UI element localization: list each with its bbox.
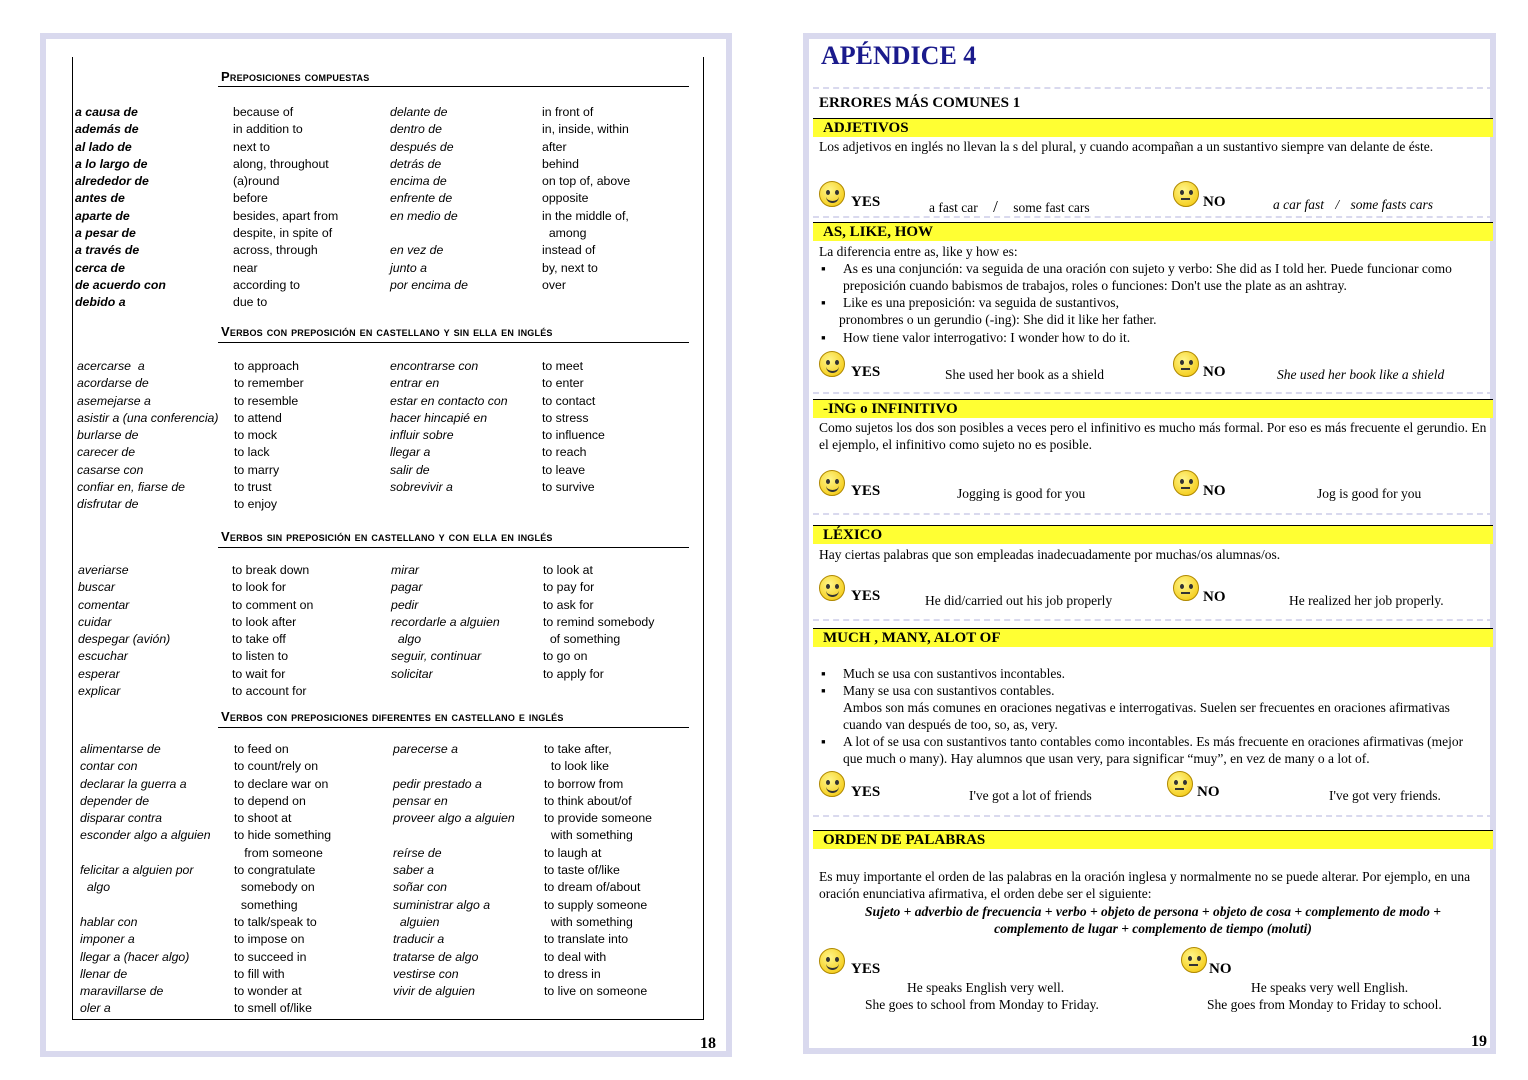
divider: [813, 815, 1493, 817]
table-cell: to remember: [234, 376, 304, 391]
heading-lexico: LÉXICO: [813, 525, 1493, 544]
table-cell: in, inside, within: [542, 122, 629, 137]
divider: [813, 513, 1493, 515]
table-cell: estar en contacto con: [390, 393, 508, 408]
table-cell: esconder algo a alguien: [80, 828, 211, 843]
table-cell: to taste of/like: [544, 863, 620, 878]
table-cell: soñar con: [393, 880, 448, 895]
col-es-1: [80, 741, 211, 1018]
table-cell: [80, 845, 211, 862]
table-cell: with something: [544, 914, 633, 929]
table-cell: to take after,: [544, 742, 612, 756]
no-label: NO: [1209, 961, 1232, 977]
orden-yes-example-2: She goes to school from Monday to Friday.: [865, 997, 1099, 1012]
table-cell: acordarse de: [77, 376, 149, 391]
page-title: APÉNDICE 4: [821, 41, 977, 70]
yes-label: YES: [851, 588, 881, 604]
aslikehow-b2b: pronombres o un gerundio (-ing): She did it like her father.: [839, 312, 1157, 327]
table-cell: pedir: [391, 597, 419, 612]
col-en-1: [234, 741, 331, 1018]
section-title-verbos-sin: Verbos sin preposición en castellano y con ella en inglés: [221, 529, 553, 544]
table-cell: along, throughout: [233, 156, 329, 171]
table-cell: to congratulate: [234, 863, 316, 878]
table-cell: to depend on: [234, 793, 306, 808]
table-cell: pensar en: [393, 793, 448, 808]
table-cell: reírse de: [393, 845, 442, 860]
table-cell: despite, in spite of: [233, 226, 333, 241]
table-cell: alimentarse de: [80, 742, 161, 756]
aslikehow-b3: How tiene valor interrogativo: I wonder how to do it.: [843, 330, 1131, 345]
table-cell: to hide something: [234, 828, 332, 843]
aslikehow-yes-example: She used her book as a shield: [945, 367, 1104, 382]
table-cell: carecer de: [77, 445, 136, 460]
col-en-1: [234, 358, 304, 514]
smiley-yes-icon: [819, 181, 845, 207]
adj-yes-a: a fast car: [929, 200, 978, 215]
table-cell: hacer hincapié en: [390, 410, 488, 425]
table-cell: with something: [544, 828, 633, 843]
orden-no-example-2: She goes from Monday to Friday to school.: [1207, 997, 1442, 1012]
table-cell: asemejarse a: [77, 393, 151, 408]
table-cell: to talk/speak to: [234, 914, 317, 929]
table-cell: to declare war on: [234, 776, 329, 791]
table-cell: to apply for: [543, 666, 604, 681]
table-cell: vestirse con: [393, 966, 459, 981]
table-cell: to live on someone: [544, 984, 648, 999]
table-cell: burlarse de: [77, 428, 139, 443]
lexico-no-example: He realized her job properly.: [1289, 593, 1444, 608]
table-cell: to attend: [234, 410, 282, 425]
table-cell: a lo largo de: [75, 156, 148, 171]
table-cell: by, next to: [542, 260, 598, 275]
table-cell: influir sobre: [390, 428, 454, 443]
table-cell: maravillarse de: [80, 984, 164, 999]
page-number: 19: [1471, 1033, 1487, 1050]
no-label: NO: [1203, 589, 1226, 605]
table-cell: to deal with: [544, 949, 607, 964]
table-cell: disparar contra: [80, 811, 163, 826]
table-cell: to comment on: [232, 597, 314, 612]
table-cell: to impose on: [234, 932, 305, 947]
adj-no-a: a car fast: [1273, 197, 1325, 212]
table-cell: to provide someone: [544, 811, 653, 826]
table-cell: to meet: [542, 359, 584, 373]
heading-much-many: MUCH , MANY, ALOT OF: [813, 628, 1493, 647]
table-cell: according to: [233, 277, 300, 292]
table-cell: al lado de: [75, 139, 132, 154]
smiley-no-icon: [1173, 351, 1199, 377]
table-cell: a pesar de: [75, 226, 136, 241]
yes-example: [929, 197, 1090, 217]
table-cell: to fill with: [234, 966, 285, 981]
table-cell: acercarse a: [77, 359, 145, 373]
table-cell: instead of: [542, 243, 596, 258]
table-cell: to stress: [542, 410, 589, 425]
table-cell: in the middle of,: [542, 208, 629, 223]
table-cell: hablar con: [80, 914, 138, 929]
table-cell: sobrevivir a: [390, 480, 453, 495]
table-cell: to shoot at: [234, 811, 292, 826]
col-en-2: [542, 358, 605, 496]
table-cell: (a)round: [233, 174, 280, 189]
slash: /: [993, 197, 998, 216]
table-cell: to resemble: [234, 393, 299, 408]
table-cell: algo: [391, 632, 422, 647]
aslikehow-intro: La diferencia entre as, like y how es:: [819, 244, 1018, 259]
table-cell: depender de: [80, 793, 150, 808]
table-cell: to borrow from: [544, 776, 624, 791]
orden-no-example-1: He speaks very well English.: [1251, 980, 1409, 995]
table-cell: to smell of/like: [234, 1001, 312, 1016]
table-cell: recordarle a alguien: [391, 614, 500, 629]
smiley-yes-icon: [819, 771, 845, 797]
table-cell: to contact: [542, 393, 596, 408]
table-cell: [393, 758, 515, 775]
table-cell: in addition to: [233, 122, 303, 137]
table-cell: behind: [542, 156, 579, 171]
table-cell: llegar a: [390, 445, 431, 460]
orden-text: Es muy importante el orden de las palabras en la oración inglesa y normalmente no se puede alterar. Por ejemplo, en una oración enunciativa afirmativa, el orden debe ser el siguiente:: [819, 869, 1471, 901]
left-page: [40, 33, 732, 1057]
divider: [218, 547, 689, 548]
divider: [218, 86, 689, 87]
divider: [218, 342, 689, 343]
table-cell: seguir, continuar: [391, 649, 482, 664]
bullet: ▪: [821, 261, 826, 276]
table-cell: traducir a: [393, 932, 445, 947]
bullet: ▪: [821, 295, 826, 310]
ing-yes-example: Jogging is good for you: [957, 486, 1086, 501]
smiley-yes-icon: [819, 575, 845, 601]
table-cell: besides, apart from: [233, 208, 339, 223]
table-cell: due to: [233, 295, 268, 310]
table-cell: to count/rely on: [234, 759, 319, 774]
table-cell: opposite: [542, 191, 589, 206]
table-cell: llegar a (hacer algo): [80, 949, 190, 964]
table-cell: confiar en, fiarse de: [77, 480, 186, 495]
table-cell: averiarse: [78, 563, 129, 577]
table-cell: to look like: [544, 759, 609, 774]
table-cell: salir de: [390, 462, 430, 477]
table-cell: to translate into: [544, 932, 629, 947]
col-es-2: [393, 741, 515, 1000]
page-number: 18: [700, 1035, 716, 1052]
much-yes-example: I've got a lot of friends: [969, 788, 1092, 803]
smiley-no-icon: [1173, 575, 1199, 601]
table-cell: to account for: [232, 684, 307, 699]
divider: [218, 727, 689, 728]
table-cell: to dream of/about: [544, 880, 641, 895]
much-no-example: I've got very friends.: [1329, 788, 1441, 803]
table-cell: to pay for: [543, 580, 595, 595]
table-cell: asistir a (una conferencia): [77, 410, 219, 425]
table-cell: to laugh at: [544, 845, 602, 860]
table-cell: near: [233, 260, 258, 275]
table-cell: imponer a: [80, 932, 135, 947]
orden-yes-example-1: He speaks English very well.: [907, 980, 1065, 995]
bullet: ▪: [821, 666, 826, 681]
table-cell: a través de: [75, 243, 140, 258]
table-cell: de acuerdo con: [75, 277, 166, 292]
table-cell: disfrutar de: [77, 497, 139, 512]
much-b1: Much se usa con sustantivos incontables.: [843, 666, 1065, 681]
no-label: NO: [1203, 194, 1226, 210]
col-es-2: [390, 358, 508, 496]
much-p1: Ambos son más comunes en oraciones negativas e interrogativas. Suelen ser frecuentes en oraciones afirmativas cuando van después de too, so, as, very.: [843, 700, 1450, 732]
table-cell: cerca de: [75, 260, 125, 275]
table-cell: across, through: [233, 243, 318, 258]
table-cell: to mock: [234, 428, 278, 443]
table-cell: to ask for: [543, 597, 594, 612]
table-cell: despegar (avión): [78, 632, 171, 647]
table-cell: to feed on: [234, 742, 289, 756]
section-title-verbos-diferentes: Verbos con preposiciones diferentes en castellano e inglés: [221, 709, 564, 724]
table-cell: to enjoy: [234, 497, 278, 512]
no-example: [1273, 197, 1433, 213]
slash: /: [1335, 197, 1340, 212]
table-cell: oler a: [80, 1001, 111, 1016]
smiley-yes-icon: [819, 470, 845, 496]
divider: [813, 392, 1493, 394]
table-cell: to wait for: [232, 666, 286, 681]
table-cell: detrás de: [390, 156, 442, 171]
table-cell: felicitar a alguien por: [80, 863, 194, 878]
yes-label: YES: [851, 194, 881, 210]
smiley-no-icon: [1167, 771, 1193, 797]
yes-label: YES: [851, 364, 881, 380]
table-cell: in front of: [542, 105, 594, 119]
orden-formula-2: complemento de lugar + complemento de tiempo (moluti): [994, 921, 1312, 936]
section-title-verbos-con: Verbos con preposición en castellano y sin ella en inglés: [221, 324, 553, 339]
table-cell: to trust: [234, 480, 272, 495]
smiley-no-icon: [1181, 947, 1207, 973]
aslikehow-b1: As es una conjunción: va seguida de una oración con sujeto y verbo: She did as I told her. Puede funcionar como preposición cuando babismos de trabajos, roles o funciones: Don't use the plate as an ashtray.: [843, 261, 1452, 293]
table-cell: [390, 225, 468, 242]
adjetivos-text: Los adjetivos en inglés no llevan la s del plural, y cuando acompañan a un sustantivo siempre van delante de éste.: [819, 139, 1434, 154]
much-b2: Many se usa con sustantivos contables.: [843, 683, 1055, 698]
bullet: ▪: [821, 734, 826, 749]
col-es-2: [391, 562, 500, 683]
section-title-compuestas: Preposiciones compuestas: [221, 69, 370, 84]
smiley-yes-icon: [819, 351, 845, 377]
table-cell: proveer algo a alguien: [393, 811, 515, 826]
table-cell: [80, 897, 211, 914]
table-cell: to look after: [232, 614, 297, 629]
table-cell: to approach: [234, 359, 299, 373]
aslikehow-no-example: She used her book like a shield: [1277, 367, 1445, 382]
table-cell: suministrar algo a: [393, 897, 491, 912]
table-cell: delante de: [390, 105, 448, 119]
table-cell: entrar en: [390, 376, 440, 391]
table-cell: to take off: [232, 632, 286, 647]
table-cell: debido a: [75, 295, 126, 310]
col-en-2: [543, 562, 654, 683]
table-cell: somebody on: [234, 880, 315, 895]
table-cell: to look for: [232, 580, 286, 595]
table-cell: to listen to: [232, 649, 289, 664]
table-cell: to wonder at: [234, 984, 302, 999]
table-cell: to leave: [542, 462, 586, 477]
table-cell: contar con: [80, 759, 138, 774]
heading-as-like-how: AS, LIKE, HOW: [813, 222, 1493, 241]
table-cell: after: [542, 139, 567, 154]
table-cell: over: [542, 277, 566, 292]
table-cell: casarse con: [77, 462, 144, 477]
much-b3: A lot of se usa con sustantivos tanto contables como incontables. Es más frecuente en oraciones afirmativas (mejor que much o many). Hay alumnos que usan very, para significar “muy”, en vez de many o a lot of.: [843, 734, 1464, 766]
ing-text: Como sujetos los dos son posibles a veces pero el infinitivo es mucho más formal. Por eso es más frecuente el gerundio. En el ejemplo, el infinitivo como sujeto no es posible.: [819, 420, 1487, 452]
table-cell: to break down: [232, 563, 310, 577]
table-cell: encima de: [390, 174, 447, 189]
smiley-yes-icon: [819, 948, 845, 974]
divider: [813, 619, 1493, 621]
adj-no-b: some fasts cars: [1350, 197, 1434, 212]
table-cell: en vez de: [390, 243, 444, 258]
orden-formula-1: Sujeto + adverbio de frecuencia + verbo + objeto de persona + objeto de cosa + complemento de modo +: [865, 904, 1441, 919]
table-cell: comentar: [78, 597, 130, 612]
table-cell: to go on: [543, 649, 588, 664]
table-cell: algo: [80, 880, 111, 895]
table-cell: declarar la guerra a: [80, 776, 187, 791]
col-en-1: [232, 562, 313, 700]
table-cell: to influence: [542, 428, 605, 443]
col-es-2: [390, 104, 468, 294]
heading-orden: ORDEN DE PALABRAS: [813, 830, 1493, 849]
no-label: NO: [1197, 784, 1220, 800]
col-es-1: [78, 562, 170, 700]
table-cell: to marry: [234, 462, 280, 477]
table-cell: antes de: [75, 191, 125, 206]
table-cell: junto a: [390, 260, 427, 275]
table-cell: pedir prestado a: [393, 776, 482, 791]
table-cell: to enter: [542, 376, 584, 391]
table-cell: después de: [390, 139, 454, 154]
col-en-2: [544, 741, 652, 1000]
table-cell: alrededor de: [75, 174, 149, 189]
table-cell: vivir de alguien: [393, 984, 476, 999]
yes-label: YES: [851, 961, 881, 977]
table-cell: mirar: [391, 563, 420, 577]
divider: [813, 87, 1493, 89]
subtitle: ERRORES MÁS COMUNES 1: [819, 95, 1021, 111]
table-cell: among: [542, 226, 587, 241]
table-cell: to remind somebody: [543, 614, 655, 629]
col-es-1: [75, 104, 166, 312]
divider: [813, 216, 1493, 218]
ing-no-example: Jog is good for you: [1317, 486, 1422, 501]
table-cell: encontrarse con: [390, 359, 479, 373]
table-cell: next to: [233, 139, 270, 154]
adj-yes-b: some fast cars: [1013, 200, 1090, 215]
right-page: [803, 33, 1496, 1054]
table-cell: alguien: [393, 914, 440, 929]
table-cell: to succeed in: [234, 949, 307, 964]
table-cell: because of: [233, 105, 294, 119]
table-cell: on top of, above: [542, 174, 631, 189]
smiley-no-icon: [1173, 470, 1199, 496]
no-label: NO: [1203, 364, 1226, 380]
table-cell: from someone: [234, 845, 323, 860]
table-cell: tratarse de algo: [393, 949, 479, 964]
table-cell: to dress in: [544, 966, 601, 981]
table-cell: en medio de: [390, 208, 458, 223]
table-cell: a causa de: [75, 105, 138, 119]
bullet: ▪: [821, 330, 826, 345]
table-cell: [393, 827, 515, 844]
heading-adjetivos: ADJETIVOS: [813, 118, 1493, 137]
col-es-1: [77, 358, 218, 514]
table-cell: parecerse a: [393, 742, 458, 756]
table-cell: of something: [543, 632, 621, 647]
no-label: NO: [1203, 483, 1226, 499]
table-cell: explicar: [78, 684, 121, 699]
table-cell: to think about/of: [544, 793, 632, 808]
table-cell: to supply someone: [544, 897, 648, 912]
table-cell: por encima de: [390, 277, 468, 292]
table-cell: solicitar: [391, 666, 433, 681]
col-en-1: [233, 104, 338, 312]
table-cell: llenar de: [80, 966, 128, 981]
smiley-no-icon: [1173, 181, 1199, 207]
table-cell: cuidar: [78, 614, 112, 629]
table-cell: además de: [75, 122, 139, 137]
table-cell: to lack: [234, 445, 270, 460]
table-cell: aparte de: [75, 208, 130, 223]
table-cell: esperar: [78, 666, 120, 681]
table-cell: escuchar: [78, 649, 128, 664]
table-cell: enfrente de: [390, 191, 453, 206]
lexico-yes-example: He did/carried out his job properly: [925, 593, 1113, 608]
table-cell: saber a: [393, 863, 435, 878]
yes-label: YES: [851, 483, 881, 499]
table-cell: buscar: [78, 580, 115, 595]
lexico-text: Hay ciertas palabras que son empleadas inadecuadamente por muchas/os alumnas/os.: [819, 547, 1281, 562]
table-cell: dentro de: [390, 122, 442, 137]
bullet: ▪: [821, 683, 826, 698]
table-cell: before: [233, 191, 268, 206]
aslikehow-b2a: Like es una preposición: va seguida de sustantivos,: [843, 295, 1119, 310]
table-cell: to reach: [542, 445, 587, 460]
yes-label: YES: [851, 784, 881, 800]
col-en-2: [542, 104, 630, 294]
table-cell: to survive: [542, 480, 595, 495]
heading-ing-infinitivo: -ING o INFINITIVO: [813, 399, 1493, 418]
table-cell: something: [234, 897, 298, 912]
table-cell: pagar: [391, 580, 423, 595]
table-cell: to look at: [543, 563, 593, 577]
